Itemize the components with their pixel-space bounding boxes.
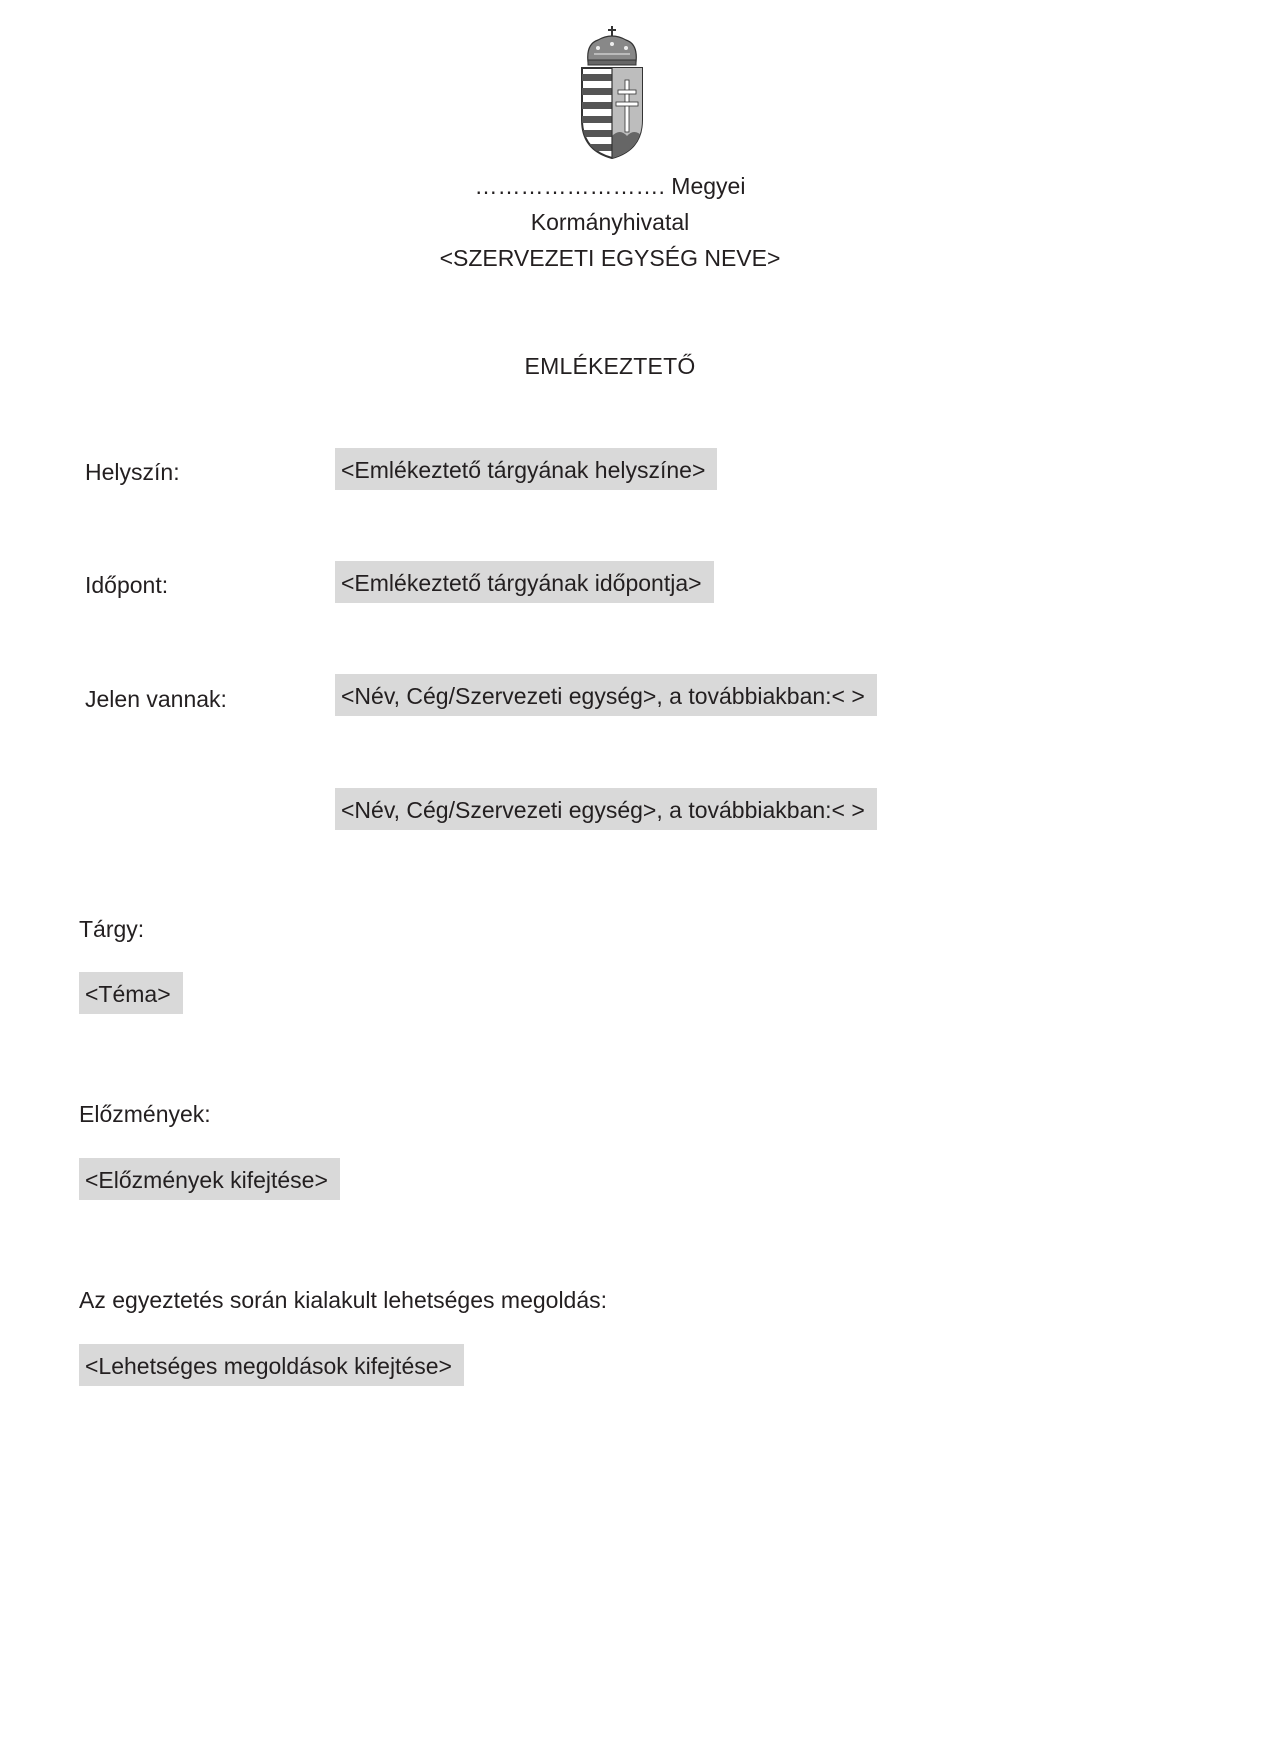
subject-field[interactable]: <Téma> bbox=[79, 972, 183, 1014]
solution-label: Az egyeztetés során kialakult lehetséges megoldás: bbox=[79, 1287, 608, 1313]
location-label: Helyszín: bbox=[85, 459, 180, 485]
document-title: EMLÉKEZTETŐ bbox=[524, 353, 696, 379]
coat-of-arms-icon bbox=[576, 24, 648, 160]
header-county-line: ……………………. Megyei bbox=[474, 173, 746, 199]
present-field-2[interactable]: <Név, Cég/Szervezeti egység>, a továbbiakban:< > bbox=[335, 788, 877, 830]
present-field-1[interactable]: <Név, Cég/Szervezeti egység>, a továbbiakban:< > bbox=[335, 674, 877, 716]
present-label: Jelen vannak: bbox=[85, 686, 227, 712]
header-office-line: Kormányhivatal bbox=[530, 209, 690, 235]
background-field[interactable]: <Előzmények kifejtése> bbox=[79, 1158, 340, 1200]
time-label: Időpont: bbox=[85, 572, 169, 598]
solution-field[interactable]: <Lehetséges megoldások kifejtése> bbox=[79, 1344, 464, 1386]
background-label: Előzmények: bbox=[79, 1101, 211, 1127]
time-field[interactable]: <Emlékeztető tárgyának időpontja> bbox=[335, 561, 714, 603]
subject-label: Tárgy: bbox=[79, 916, 145, 942]
header-unit-line: <SZERVEZETI EGYSÉG NEVE> bbox=[439, 245, 781, 271]
location-field[interactable]: <Emlékeztető tárgyának helyszíne> bbox=[335, 448, 717, 490]
